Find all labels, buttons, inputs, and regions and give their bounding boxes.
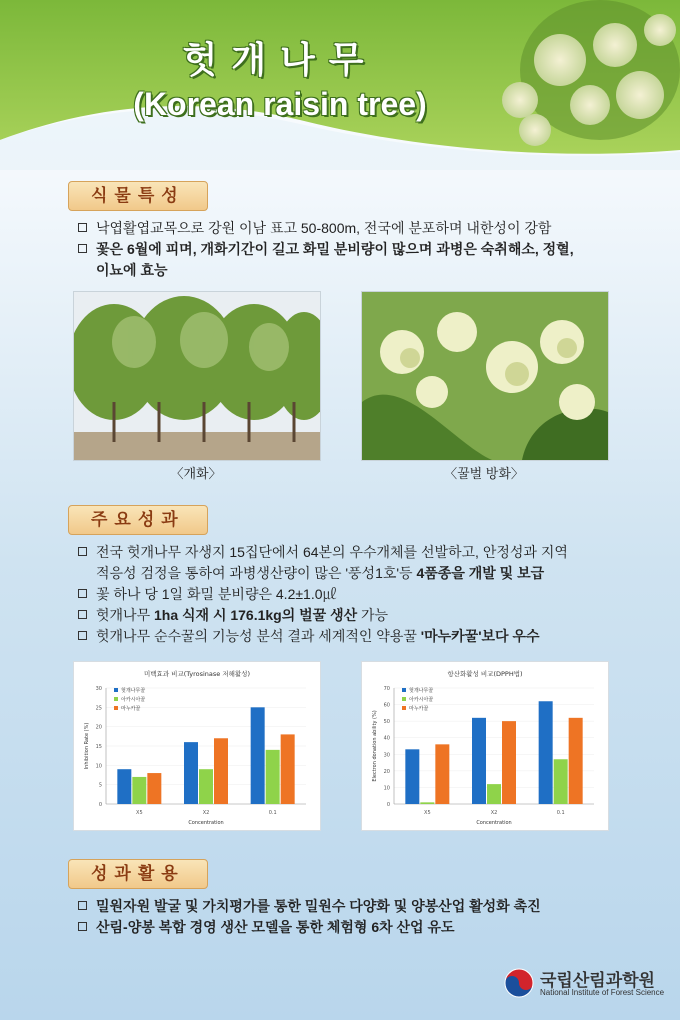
y-axis-label: Electron donation ability (%) — [372, 710, 378, 782]
institute-logo — [504, 966, 674, 1006]
bar — [214, 738, 228, 804]
legend-swatch — [114, 697, 118, 701]
x-tick-label: X2 — [490, 810, 498, 816]
x-axis-label: Concentration — [188, 820, 224, 826]
chart-antioxidant-svg — [362, 662, 608, 830]
photo-flowering-trees — [73, 291, 321, 461]
y-tick-label: 0 — [386, 802, 390, 808]
y-tick-label: 50 — [383, 719, 390, 726]
chart-title: 미백효과 비교(Tyrosinase 저해활성) — [144, 670, 250, 678]
bar — [266, 750, 280, 804]
page-subtitle: (Korean raisin tree) — [133, 86, 427, 122]
legend-label: 헛개나무꿀 — [121, 688, 146, 694]
results-bullet-4-pre: 헛개나무 순수꿀의 기능성 분석 결과 세계적인 약용꿀 — [96, 628, 421, 644]
y-tick-label: 5 — [98, 782, 102, 789]
header — [0, 0, 680, 170]
section-title-traits: 식물특성 — [68, 181, 208, 211]
legend-swatch — [402, 688, 406, 692]
results-bullet-4-bold: '마누카꿀'보다 우수 — [420, 628, 540, 644]
results-bullet-1: 전국 헛개나무 자생지 15집단에서 64본의 우수개체를 선발하고, 안정성과 지역 — [78, 542, 638, 563]
x-tick-label: X2 — [202, 810, 210, 816]
y-tick-label: 10 — [383, 785, 390, 792]
bar — [184, 742, 198, 804]
y-tick-label: 10 — [95, 763, 102, 770]
bar — [199, 769, 213, 804]
chart-whitening-svg — [74, 662, 320, 830]
results-bullet-3 — [78, 605, 638, 626]
legend-swatch — [402, 697, 406, 701]
legend-swatch — [114, 706, 118, 710]
y-tick-label: 25 — [95, 705, 102, 712]
legend-swatch — [114, 688, 118, 692]
chart-title: 항산화활성 비교(DPPH법) — [447, 670, 523, 678]
x-tick-label: X5 — [136, 810, 143, 816]
bar — [117, 769, 131, 804]
bar — [472, 718, 486, 804]
bar — [539, 701, 553, 804]
chart-antioxidant — [361, 661, 609, 831]
y-tick-label: 40 — [383, 735, 390, 742]
legend-label: 아카시아꿀 — [121, 697, 146, 703]
results-bullet-3-pre: 헛개나무 — [96, 607, 154, 623]
taegeuk-logo-icon — [504, 968, 534, 998]
legend-label: 마누카꿀 — [121, 706, 141, 712]
results-bullets — [78, 542, 638, 647]
bar — [487, 784, 501, 804]
y-tick-label: 60 — [383, 702, 390, 709]
traits-bullet-1: 낙엽활엽교목으로 강원 이남 표고 50-800m, 전국에 분포하며 내한성이 강함 — [78, 218, 638, 239]
x-axis-label: Concentration — [476, 820, 512, 826]
caption-bee-pollination: 〈꿀벌 방화〉 — [444, 466, 524, 481]
bar — [554, 759, 568, 804]
y-tick-label: 30 — [95, 686, 102, 692]
results-bullet-1-text: 적응성 검정을 통하여 과병생산량이 많은 '풍성1호'등 — [96, 565, 417, 581]
bar — [405, 749, 419, 804]
bar — [435, 744, 449, 804]
flower-closeup-image — [362, 292, 608, 460]
y-tick-label: 20 — [383, 768, 390, 775]
traits-bullets — [78, 218, 638, 281]
traits-bullet-2-cont: 이뇨에 효능 — [96, 262, 168, 278]
y-tick-label: 15 — [95, 744, 102, 750]
y-tick-label: 30 — [383, 752, 390, 759]
photo-bee-pollination — [361, 291, 609, 461]
x-tick-label: 0.1 — [556, 810, 565, 816]
y-tick-label: 20 — [95, 724, 102, 731]
usage-bullet-2: 산림-양봉 복합 경영 생산 모델을 통한 체험형 6차 산업 유도 — [78, 917, 638, 938]
y-axis-label: Inhibition Rate (%) — [84, 722, 90, 770]
results-bullet-3-bold: 1ha 식재 시 176.1kg의 벌꿀 생산 — [154, 607, 358, 623]
bar — [147, 773, 161, 804]
y-tick-label: 70 — [383, 686, 390, 692]
institute-name-ko: 국립산림과학원 — [540, 971, 655, 990]
caption-flowering: 〈개화〉 — [170, 466, 222, 481]
results-bullet-4 — [78, 626, 638, 647]
y-tick-label: 0 — [98, 802, 102, 808]
institute-name-en: National Institute of Forest Science — [540, 988, 665, 997]
legend-label: 마누카꿀 — [409, 706, 429, 712]
x-tick-label: 0.1 — [268, 810, 277, 816]
legend-swatch — [402, 706, 406, 710]
section-title-results: 주요성과 — [68, 505, 208, 535]
results-bullet-2: 꽃 하나 당 1일 화밀 분비량은 4.2±1.0㎕ — [78, 584, 638, 605]
page-title: 헛개나무 — [182, 39, 378, 80]
x-tick-label: X5 — [424, 810, 431, 816]
results-bullet-1-cont — [78, 563, 638, 584]
tree-grove-image — [74, 292, 320, 460]
bar — [569, 718, 583, 804]
results-bullet-1-bold: 4품종을 개발 및 보급 — [416, 565, 545, 581]
bar — [251, 707, 265, 804]
traits-bullet-2: 꽃은 6월에 피며, 개화기간이 길고 화밀 분비량이 많으며 과병은 숙취해소, 정혈, — [78, 239, 638, 260]
chart-whitening — [73, 661, 321, 831]
results-bullet-3-post: 가능 — [357, 607, 389, 623]
legend-label: 아카시아꿀 — [409, 697, 434, 703]
legend-label: 헛개나무꿀 — [409, 688, 434, 694]
section-title-usage: 성과활용 — [68, 859, 208, 889]
bar — [281, 734, 295, 804]
usage-bullet-1: 밀원자원 발굴 및 가치평가를 통한 밀원수 다양화 및 양봉산업 활성화 촉진 — [78, 896, 638, 917]
bar — [502, 721, 516, 804]
usage-bullets — [78, 896, 638, 938]
bar — [420, 802, 434, 804]
bar — [132, 777, 146, 804]
header-background — [0, 0, 680, 170]
